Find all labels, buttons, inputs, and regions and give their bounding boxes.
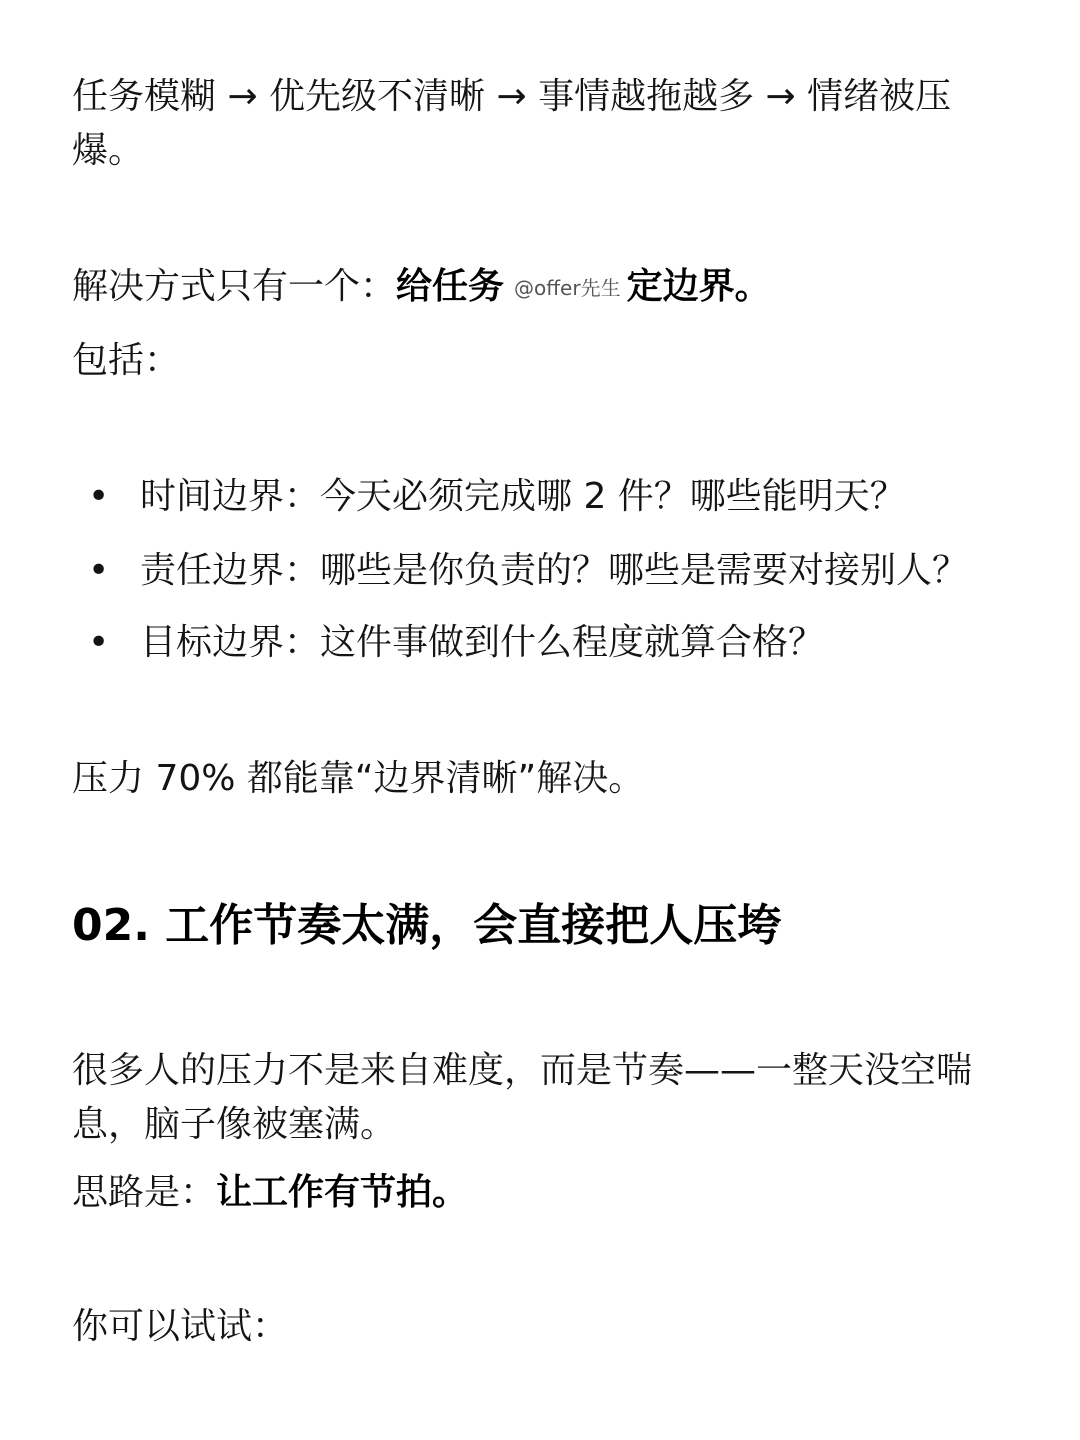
paragraph-1-line-2: 爆。 (72, 130, 145, 171)
idea-bold: 让工作有节拍。 (216, 1172, 469, 1213)
bullet-dot: • (88, 476, 110, 517)
solution-line (72, 260, 1008, 315)
pressure-line: 压力 70% 都能靠“边界清晰”解决。 (72, 758, 645, 799)
bullet-dot: • (88, 622, 110, 663)
solution-bold-1: 给任务 (396, 266, 505, 307)
solution-bold-2: 定边界。 (626, 266, 771, 307)
list-item (88, 544, 1008, 598)
solution-prefix: 解决方式只有一个： (72, 266, 397, 307)
bullet-dot: • (88, 550, 110, 591)
bullet-text-time: 时间边界：今天必须完成哪 2 件？哪些能明天？ (140, 476, 906, 517)
section-heading: 02. 工作节奏太满，会直接把人压垮 (72, 900, 782, 951)
paragraph-2-line-1: 很多人的压力不是来自难度，而是节奏——一整天没空喘 (72, 1050, 973, 1091)
author-watermark: @offer先生 (514, 276, 621, 300)
paragraph-1-line-1: 任务模糊 → 优先级不清晰 → 事情越拖越多 → 情绪被压 (72, 76, 952, 117)
paragraph-2-line-2: 息，脑子像被塞满。 (72, 1104, 397, 1145)
bullet-text-goal: 目标边界：这件事做到什么程度就算合格？ (140, 622, 825, 663)
list-item (88, 470, 1008, 524)
try-label: 你可以试试： (72, 1306, 289, 1347)
list-item (88, 616, 1008, 670)
includes-label: 包括： (72, 340, 181, 381)
idea-line (72, 1166, 1008, 1220)
idea-prefix: 思路是： (72, 1172, 217, 1213)
bullet-text-responsibility: 责任边界：哪些是你负责的？哪些是需要对接别人？ (140, 550, 969, 591)
